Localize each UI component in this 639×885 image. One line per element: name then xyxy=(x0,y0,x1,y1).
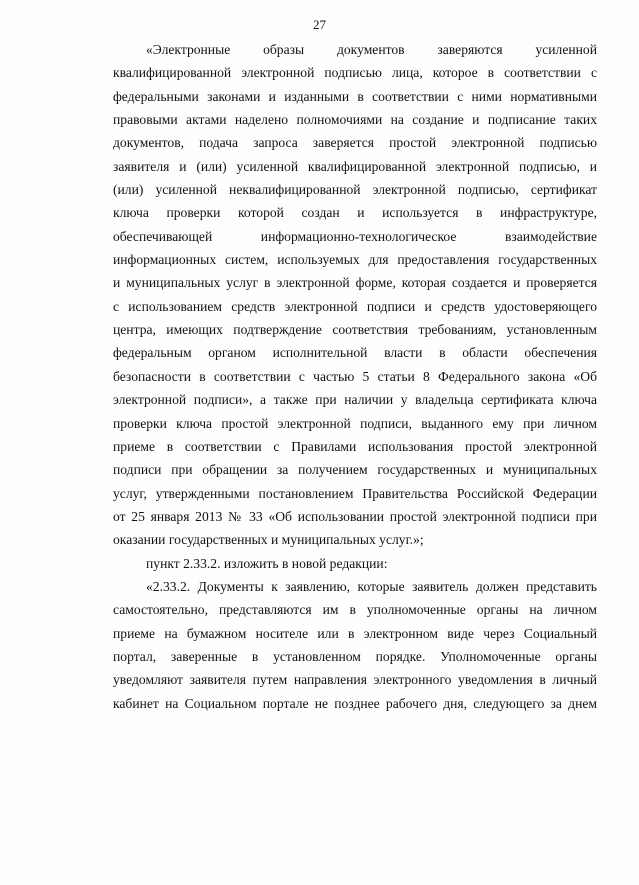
scan-artifact xyxy=(18,95,48,155)
document-body xyxy=(113,38,597,715)
text-line: «Электронные образы документов заверяются усиленной xyxy=(146,42,597,57)
text-line: федеральными законами и изданными в соответствии с ними нормативными xyxy=(113,88,597,104)
text-line: уведомляют заявителя путем направления электронного уведомления в личный xyxy=(113,672,597,688)
text-line: обеспечивающей информационно-технологическое взаимодействие xyxy=(113,228,597,244)
text-line: самостоятельно, представляются им в уполномоченные органы на личном xyxy=(113,602,597,618)
text-line: портал, заверенные в установленном порядке. Уполномоченные органы xyxy=(113,648,597,664)
text-line: правовыми актами наделено полномочиями на создание и подписание таких xyxy=(113,112,597,128)
text-line: «2.33.2. Документы к заявлению, которые заявитель должен представить xyxy=(146,578,597,594)
text-line: квалифицированной электронной подписью лица, которое в соответствии с xyxy=(113,65,597,81)
text-line: приеме в соответствии с Правилами использования простой электронной xyxy=(113,438,597,454)
text-line: от 25 января 2013 № 33 «Об использовании простой электронной подписи при xyxy=(113,508,597,524)
text-line: центра, имеющих подтверждение соответствия требованиям, установленным xyxy=(113,322,597,338)
text-line: электронной подписи», а также при наличии у владельца сертификата ключа xyxy=(113,392,597,408)
text-line: проверки ключа простой электронной подписи, выданного ему при личном xyxy=(113,415,597,431)
text-line: заявителя и (или) усиленной квалифицированной электронной подписью, и xyxy=(113,158,597,174)
text-line: пункт 2.33.2. изложить в новой редакции: xyxy=(146,555,388,571)
text-line: приеме на бумажном носителе или в электронном виде через Социальный xyxy=(113,625,597,641)
paragraph-point-instruction xyxy=(113,552,597,575)
text-line: подписи при обращении за получением государственных и муниципальных xyxy=(113,462,597,478)
text-line: с использованием средств электронной подписи и средств удостоверяющего xyxy=(113,298,597,314)
text-line: федеральным органом исполнительной власти в области обеспечения xyxy=(113,345,597,361)
text-line: кабинет на Социальном портале не позднее рабочего дня, следующего за днем xyxy=(113,695,597,711)
text-line: безопасности в соответствии с частью 5 статьи 8 Федерального закона «Об xyxy=(113,368,597,384)
paragraph-electronic-images xyxy=(113,38,597,552)
paragraph-documents-to-application xyxy=(113,575,597,715)
text-line: информационных систем, используемых для предоставления государственных xyxy=(113,252,597,268)
text-line: (или) усиленной неквалифицированной электронной подписью, сертификат xyxy=(113,182,597,198)
text-line: документов, подача запроса заверяется простой электронной подписью xyxy=(113,135,597,151)
page-number: 27 xyxy=(313,17,326,32)
text-line: оказании государственных и муниципальных услуг.»; xyxy=(113,532,424,548)
text-line: и муниципальных услуг в электронной форме, которая создается и проверяется xyxy=(113,275,597,291)
text-line: ключа проверки которой создан и используется в инфраструктуре, xyxy=(113,205,597,221)
text-line: услуг, утвержденными постановлением Правительства Российской Федерации xyxy=(113,485,597,501)
